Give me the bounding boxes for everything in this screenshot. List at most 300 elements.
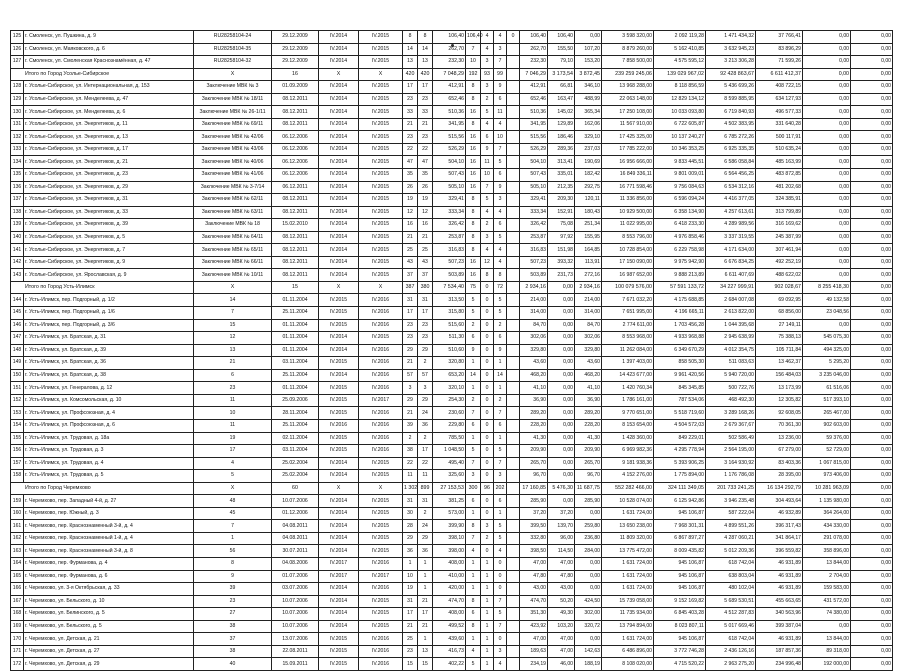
cell-cost: 17 150 090,00 [602, 256, 654, 269]
cell-area: 515,60 [433, 319, 466, 332]
cell-doc: Заключение МВК № 66/11 [194, 256, 272, 269]
table-row [11, 206, 893, 219]
cell-c: 4 [481, 31, 494, 44]
cell-s4: 0,00 [803, 43, 851, 56]
cell-d: 0 [494, 570, 507, 583]
cell-date: 08.12.2011 [272, 194, 319, 207]
cell-s1: 4 196 665,11 [654, 307, 706, 320]
cell-a: 23 [403, 645, 418, 658]
cell-area: 653,20 [433, 369, 466, 382]
table-row [11, 256, 893, 269]
cell-g: 0,00 [548, 470, 575, 483]
cell-s4: 0,00 [803, 81, 851, 94]
cell-a2: 1 [466, 507, 481, 520]
cell-g: 0,00 [548, 382, 575, 395]
cell-doc: RU28258104-35 [194, 43, 272, 56]
cell-a: 29 [403, 532, 418, 545]
cell-area: 573,00 [433, 507, 466, 520]
cell-s4: 13 844,00 [803, 557, 851, 570]
cell-addr: г. Черемхово, ул. Детская, д. 29 [24, 658, 194, 671]
cell-s2: 4 416 377,05 [706, 194, 756, 207]
cell-h: 41,30 [575, 432, 602, 445]
cell-s3: 313 799,89 [756, 206, 803, 219]
cell-s5: 0,00 [851, 81, 893, 94]
cell-d: 6 [494, 93, 507, 106]
cell-doc: Заключение МВК № 3 [194, 81, 272, 94]
cell-q2: IV.2015 [359, 169, 403, 182]
cell-area: 230,60 [433, 407, 466, 420]
cell-b: 1 [418, 633, 433, 646]
cell-h: 162,06 [575, 118, 602, 131]
cell-s1: 858 505,30 [654, 357, 706, 370]
cell-s4: 291 078,00 [803, 532, 851, 545]
cell-doc: 45 [194, 507, 272, 520]
cell-g: 37,20 [548, 507, 575, 520]
cell-n: 130 [11, 106, 24, 119]
cell-area: 510,36 [433, 106, 466, 119]
cell-s2: 5 940 720,00 [706, 369, 756, 382]
cell-a2: 192 [466, 68, 481, 81]
cell-doc: X [194, 482, 272, 495]
cell-c: 4 [481, 244, 494, 257]
cell-doc: 40 [194, 658, 272, 671]
cell-s1: 10 033 093,80 [654, 106, 706, 119]
cell-area: 313,50 [433, 294, 466, 307]
cell-f: 106,40 [520, 31, 548, 44]
cell-s3: 396 559,82 [756, 545, 803, 558]
cell-f: 17 160,85 [520, 482, 548, 495]
cell-cost: 11 022 995,00 [602, 219, 654, 232]
cell-s3: 396 317,43 [756, 520, 803, 533]
cell-g: 46,00 [548, 658, 575, 671]
cell-h: 289,20 [575, 407, 602, 420]
cell-date: 02.11.2004 [272, 432, 319, 445]
cell-e [507, 369, 520, 382]
cell-c: 2 [481, 93, 494, 106]
cell-a2: 10 [466, 56, 481, 69]
cell-q1: IV.2014 [319, 595, 359, 608]
cell-b: 2 [418, 357, 433, 370]
cell-d: 4 [494, 244, 507, 257]
cell-n: 172 [11, 658, 24, 671]
cell-cost: 17 250 108,00 [602, 106, 654, 119]
cell-f: 510,36 [520, 106, 548, 119]
cell-s4: 0,00 [803, 169, 851, 182]
cell-a: 21 [403, 231, 418, 244]
cell-c: 7 [481, 181, 494, 194]
cell-q2: IV.2015 [359, 495, 403, 508]
cell-cost: 7 651 995,00 [602, 307, 654, 320]
cell-b: 23 [418, 319, 433, 332]
cell-s1: 6 358 134,90 [654, 206, 706, 219]
cell-doc: Заключение МВК № 41/06 [194, 169, 272, 182]
cell-area: 439,60 [433, 633, 466, 646]
cell-addr: г. Черемхово, ул. Детская, д. 21 [24, 633, 194, 646]
cell-b: 19 [418, 194, 433, 207]
table-row [11, 520, 893, 533]
cell-d: 11 [494, 106, 507, 119]
cell-f: 507,23 [520, 256, 548, 269]
cell-q2: IV.2016 [359, 407, 403, 420]
cell-g: 0,00 [548, 394, 575, 407]
cell-s2: 5 017 669,46 [706, 620, 756, 633]
cell-e [507, 118, 520, 131]
cell-h: 188,19 [575, 658, 602, 671]
cell-q2: IV.2015 [359, 81, 403, 94]
cell-date: 28.11.2004 [272, 407, 319, 420]
cell-s2: 587 222,04 [706, 507, 756, 520]
cell-e [507, 256, 520, 269]
cell-a2: 1 [466, 633, 481, 646]
cell-cost: 10 528 074,00 [602, 495, 654, 508]
cell-h: 214,00 [575, 294, 602, 307]
cell-c: 0 [481, 294, 494, 307]
cell-g: 212,35 [548, 181, 575, 194]
cell-e [507, 633, 520, 646]
cell-n: 161 [11, 520, 24, 533]
cell-date: 15 [272, 281, 319, 294]
cell-date: 22.08.2011 [272, 645, 319, 658]
cell-s1: 4 575 595,12 [654, 56, 706, 69]
cell-b: 8 [418, 31, 433, 44]
cell-a: 47 [403, 156, 418, 169]
cell-doc: 15 [194, 319, 272, 332]
cell-s2: 3 289 168,26 [706, 407, 756, 420]
cell-d: 5 [494, 532, 507, 545]
cell-date: 08.12.2011 [272, 244, 319, 257]
cell-a2: 5 [466, 658, 481, 671]
cell-date: 06.12.2006 [272, 143, 319, 156]
cell-date: 01.11.2004 [272, 319, 319, 332]
cell-n: 167 [11, 595, 24, 608]
cell-doc: X [194, 68, 272, 81]
cell-date: 08.12.2011 [272, 269, 319, 282]
cell-addr: г. Смоленск, ул. Маяковского, д. 6 [24, 43, 194, 56]
cell-q2: X [359, 281, 403, 294]
cell-q2: IV.2016 [359, 633, 403, 646]
cell-f: 47,00 [520, 633, 548, 646]
cell-doc: 14 [194, 294, 272, 307]
cell-s2: 6 785 272,26 [706, 131, 756, 144]
cell-s3: 307 461,94 [756, 244, 803, 257]
cell-q2: IV.2015 [359, 595, 403, 608]
cell-s4: 0,00 [803, 106, 851, 119]
cell-f: 652,46 [520, 93, 548, 106]
cell-s3: 69 092,95 [756, 294, 803, 307]
cell-s3: 6 611 412,37 [756, 68, 803, 81]
cell-e [507, 307, 520, 320]
cell-h: 3 872,45 [575, 68, 602, 81]
cell-s4: 89 318,00 [803, 645, 851, 658]
cell-date: 25.02.2004 [272, 457, 319, 470]
cell-h: 0,00 [575, 31, 602, 44]
cell-c: 10 [481, 169, 494, 182]
cell-area: 515,56 [433, 131, 466, 144]
cell-date: 25.11.2004 [272, 419, 319, 432]
cell-d: 72 [494, 281, 507, 294]
cell-doc: 12 [194, 332, 272, 345]
cell-area: 262,70 [433, 43, 466, 56]
cell-g: 49,30 [548, 608, 575, 621]
cell-doc: 1 [194, 532, 272, 545]
cell-g: 75,08 [548, 219, 575, 232]
cell-s3: 234 996,48 [756, 658, 803, 671]
cell-e [507, 156, 520, 169]
cell-s5: 0,00 [851, 545, 893, 558]
cell-s2: 201 733 241,25 [706, 482, 756, 495]
cell-s3: 492 252,19 [756, 256, 803, 269]
cell-b: 43 [418, 256, 433, 269]
cell-n: 165 [11, 570, 24, 583]
cell-date: 10.07.2006 [272, 620, 319, 633]
cell-f: 41,30 [520, 432, 548, 445]
cell-n: 125 [11, 31, 24, 44]
cell-a2: 8 [466, 118, 481, 131]
cell-date: 29.12.2009 [272, 43, 319, 56]
cell-s1: 9 152 169,82 [654, 595, 706, 608]
cell-c: 1 [481, 557, 494, 570]
cell-s1: 6 867 897,27 [654, 532, 706, 545]
cell-g: 186,46 [548, 131, 575, 144]
cell-h: 96,70 [575, 470, 602, 483]
cell-addr: г. Смоленск, ул. Смоленская Краснознамённая, д. 47 [24, 56, 194, 69]
cell-s1: 3 772 746,28 [654, 645, 706, 658]
cell-s1: 8 023 807,11 [654, 620, 706, 633]
cell-s3: 341 864,17 [756, 532, 803, 545]
cell-q2: IV.2016 [359, 382, 403, 395]
cell-s1: 4 933 968,88 [654, 332, 706, 345]
cell-a: 10 [403, 570, 418, 583]
cell-e [507, 344, 520, 357]
cell-s3: 46 931,89 [756, 570, 803, 583]
cell-a2: 16 [466, 256, 481, 269]
cell-s2: 2 679 367,67 [706, 419, 756, 432]
cell-n: 144 [11, 294, 24, 307]
cell-c: 4 [481, 206, 494, 219]
cell-q1: IV.2015 [319, 382, 359, 395]
cell-s3: 16 134 292,79 [756, 482, 803, 495]
table-row [11, 658, 893, 671]
cell-addr: г. Усолье-Сибирское, ул. Энергетиков, д. 23 [24, 169, 194, 182]
cell-s4: 0,00 [803, 244, 851, 257]
cell-q2: IV.2015 [359, 457, 403, 470]
cell-addr: г. Усть-Илимск, ул. Профсоюзная, д. 6 [24, 419, 194, 432]
cell-cost: 17 425 325,00 [602, 131, 654, 144]
cell-g: 103,20 [548, 620, 575, 633]
cell-e [507, 457, 520, 470]
cell-d: 6 [494, 219, 507, 232]
cell-d: 5 [494, 307, 507, 320]
cell-s3: 340 563,96 [756, 608, 803, 621]
cell-d: 0 [494, 633, 507, 646]
cell-addr: г. Усть-Илимск, ул. Генералова, д. 12 [24, 382, 194, 395]
cell-q2: IV.2015 [359, 219, 403, 232]
cell-addr: г. Усть-Илимск, ул. Братская, д. 39 [24, 344, 194, 357]
cell-e: 0 [507, 31, 520, 44]
cell-a: 29 [403, 344, 418, 357]
cell-h: 43,60 [575, 357, 602, 370]
cell-addr: г. Черемхово, ул. Белинского, д. 5 [24, 608, 194, 621]
cell-date: 29.12.2009 [272, 56, 319, 69]
cell-cost: 1 786 161,00 [602, 394, 654, 407]
cell-s3: 67 279,00 [756, 445, 803, 458]
cell-q2: IV.2015 [359, 181, 403, 194]
cell-s4: 0,00 [803, 620, 851, 633]
cell-g: 47,00 [548, 557, 575, 570]
cell-f: 515,56 [520, 131, 548, 144]
table-row [11, 507, 893, 520]
cell-addr: г. Усть-Илимск, ул. Трудовая, д. 4 [24, 457, 194, 470]
cell-s5: 0,00 [851, 106, 893, 119]
cell-f: 468,20 [520, 369, 548, 382]
cell-area: 495,40 [433, 457, 466, 470]
cell-c: 3 [481, 231, 494, 244]
cell-n: 158 [11, 470, 24, 483]
cell-q1: IV.2014 [319, 269, 359, 282]
cell-a: 16 [403, 219, 418, 232]
cell-addr: г. Усть-Илимск, ул. Братская, д. 31 [24, 332, 194, 345]
cell-s4: 5 295,20 [803, 357, 851, 370]
cell-cost: 16 849 336,11 [602, 169, 654, 182]
cell-s4: 358 896,00 [803, 545, 851, 558]
cell-e [507, 482, 520, 495]
cell-s4: 364 264,00 [803, 507, 851, 520]
cell-s4: 0,00 [803, 319, 851, 332]
cell-cost: 13 650 238,00 [602, 520, 654, 533]
cell-d: 5 [494, 231, 507, 244]
cell-s3: 92 608,05 [756, 407, 803, 420]
cell-a2: 1 [466, 583, 481, 596]
table-row [11, 194, 893, 207]
table-row [11, 545, 893, 558]
cell-s5: 0,00 [851, 56, 893, 69]
cell-date: 29.12.2009 [272, 31, 319, 44]
cell-a2: 8 [466, 231, 481, 244]
cell-n: 128 [11, 81, 24, 94]
cell-h: 468,20 [575, 369, 602, 382]
cell-q2: IV.2015 [359, 156, 403, 169]
cell-area: 320,10 [433, 382, 466, 395]
cell-s5: 0,00 [851, 394, 893, 407]
table-row [11, 369, 893, 382]
cell-d: 5 [494, 608, 507, 621]
cell-q2: IV.2015 [359, 256, 403, 269]
cell-e [507, 583, 520, 596]
cell-s5: 0,00 [851, 608, 893, 621]
cell-s1: 4 504 572,03 [654, 419, 706, 432]
cell-addr: г. Усолье-Сибирское, ул. Энергетиков, д. 5 [24, 231, 194, 244]
cell-a2: 8 [466, 219, 481, 232]
cell-s2: 92 428 863,67 [706, 68, 756, 81]
cell-a2: 7 [466, 457, 481, 470]
cell-d: 1 [494, 432, 507, 445]
cell-cost: 14 423 677,00 [602, 369, 654, 382]
cell-s5: 0,00 [851, 231, 893, 244]
cell-q2: IV.2015 [359, 244, 403, 257]
cell-s4: 23 048,56 [803, 307, 851, 320]
cell-c: 0 [481, 307, 494, 320]
cell-cost: 11 809 320,00 [602, 532, 654, 545]
cell-d: 6 [494, 169, 507, 182]
cell-g: 47,00 [548, 633, 575, 646]
cell-e [507, 269, 520, 282]
cell-f: 332,80 [520, 532, 548, 545]
cell-date: 25.09.2006 [272, 394, 319, 407]
cell-area: 503,89 [433, 269, 466, 282]
cell-f: 326,42 [520, 219, 548, 232]
table-row [11, 131, 893, 144]
cell-f: 47,80 [520, 570, 548, 583]
cell-a2: 8 [466, 244, 481, 257]
cell-n: 149 [11, 357, 24, 370]
cell-s5: 0,00 [851, 244, 893, 257]
cell-s2: 4 289 989,56 [706, 219, 756, 232]
cell-a: 36 [403, 545, 418, 558]
cell-f: 96,70 [520, 470, 548, 483]
cell-doc: 10 [194, 407, 272, 420]
cell-f: 423,92 [520, 620, 548, 633]
cell-cost: 13 794 894,00 [602, 620, 654, 633]
cell-c: 4 [481, 43, 494, 56]
cell-s3: 12 305,82 [756, 394, 803, 407]
cell-cost: 6 486 896,00 [602, 645, 654, 658]
cell-q2: IV.2015 [359, 131, 403, 144]
cell-cost: 10 728 854,00 [602, 244, 654, 257]
cell-h: 329,80 [575, 344, 602, 357]
cell-s5: 0,00 [851, 43, 893, 56]
cell-h: 41,10 [575, 382, 602, 395]
cell-b: 23 [418, 332, 433, 345]
cell-date: 25.02.2004 [272, 470, 319, 483]
cell-s4: 8 255 418,30 [803, 281, 851, 294]
cell-g: 0,00 [548, 307, 575, 320]
cell-b: 33 [418, 106, 433, 119]
cell-b: 26 [418, 181, 433, 194]
cell-d: 4 [494, 118, 507, 131]
cell-a: 17 [403, 608, 418, 621]
cell-area: 254,30 [433, 394, 466, 407]
table-row [11, 633, 893, 646]
cell-d: 5 [494, 156, 507, 169]
cell-s2: 618 742,04 [706, 633, 756, 646]
cell-date: 04.08.2006 [272, 557, 319, 570]
cell-a2: 7 [466, 407, 481, 420]
cell-s2: 6 676 834,25 [706, 256, 756, 269]
cell-s3: 510 635,24 [756, 143, 803, 156]
cell-b: 11 [418, 470, 433, 483]
cell-cost: 13 775 472,00 [602, 545, 654, 558]
cell-area: 398,00 [433, 545, 466, 558]
cell-f: 329,41 [520, 194, 548, 207]
cell-f: 351,30 [520, 608, 548, 621]
cell-b: 380 [418, 281, 433, 294]
cell-s1: 10 137 240,27 [654, 131, 706, 144]
cell-h: 11 687,75 [575, 482, 602, 495]
cell-a: 12 [403, 206, 418, 219]
cell-cost: 11 262 084,00 [602, 344, 654, 357]
cell-cost: 11 336 856,00 [602, 194, 654, 207]
cell-area: 510,60 [433, 344, 466, 357]
cell-s4: 0,00 [803, 143, 851, 156]
table-row [11, 532, 893, 545]
cell-area: 505,10 [433, 181, 466, 194]
cell-doc: RU28258104-24 [194, 31, 272, 44]
cell-s3: 902 028,67 [756, 281, 803, 294]
cell-f: 302,06 [520, 332, 548, 345]
cell-f: 209,90 [520, 445, 548, 458]
cell-n: 136 [11, 181, 24, 194]
cell-date: 10.07.2006 [272, 595, 319, 608]
